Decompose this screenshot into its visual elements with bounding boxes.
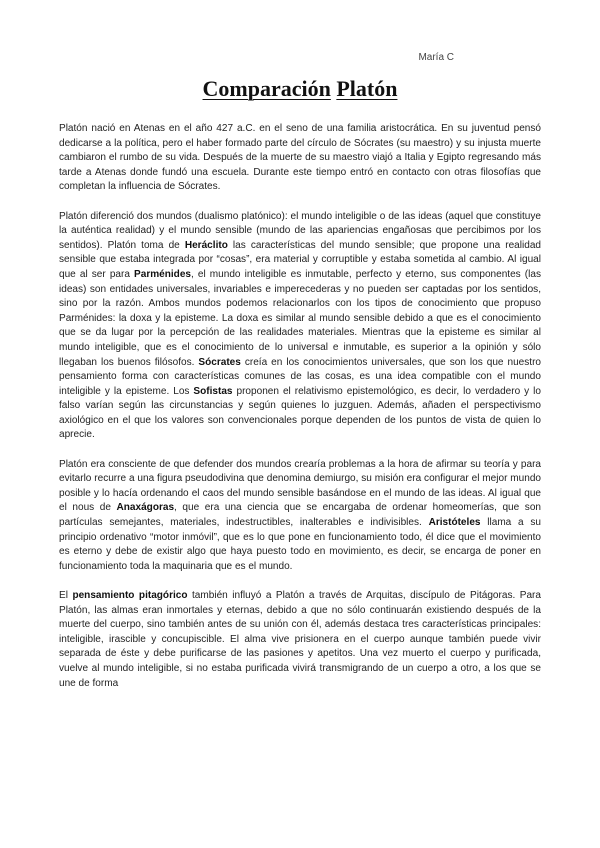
text-run: creía en los conocimientos universales, que son los que nuestro pensamiento forma con características comunes de las cosas, es una idea compatible con el mundo inteligible y la episteme. Los — [59, 356, 541, 397]
text-run: Platón diferenció dos mundos (dualismo platónico): el mundo inteligible o de las ideas (aquel que constituye la auténtica realidad) y el mundo sensible (mundo de las apariencias engañosas que percibimos por los sentidos). Platón toma de — [59, 210, 541, 251]
text-run: proponen el relativismo epistemológico, es decir, lo verdadero y lo falso varían según las circunstancias y según quienes lo juzguen. Además, añaden el perspectivismo axiológico en el que los valores son convencionales porque dependen de los puntos de vista de quien lo aprecie. — [59, 385, 541, 441]
author-name: María C — [418, 52, 454, 63]
highlight-parmenides: Parménides — [134, 268, 191, 280]
text-run: , el mundo inteligible es inmutable, perfecto y eterno, sus componentes (las ideas) son entidades universales, invariables e imperecederas y no pueden ser captadas por los sentidos, sino por la razón. Ambos mundos podemos relacionarlos con los tipos de conocimiento que propuso Parménides: la doxa y la episteme. La doxa es similar al mundo sensible debido a que es el conocimiento que se da lugar por la percepción de las realidades materiales. Mientras que la episteme es similar al mundo inteligible, que es el conocimiento de lo universal e inmutable, es superior a la opinión y sólo llegaban los buenos filósofos. — [59, 268, 541, 368]
paragraph-two-worlds — [59, 210, 541, 444]
text-run: llama a su principio ordenativo “motor inmóvil”, que es lo que pone en funcionamiento todo, él dice que el movimiento es eterno y debe de existir algo que haya puesto todo en movimiento, es decir, se encarga de poner en funcionamiento toda la maquinaria que es el mundo. — [59, 517, 541, 572]
text-run: Platón era consciente de que defender dos mundos crearía problemas a la hora de afirmar su teoría y para evitarlo recurre a una figura pseudodivina que denomina demiurgo, su misión era configurar el mejor mundo posible y lo hacía ordenando el caos del mundo sensible basándose en el mundo de las ideas. Al igual que el nous de — [59, 458, 541, 514]
highlight-anaxagoras: Anaxágoras — [116, 502, 175, 514]
text-run: El — [59, 590, 73, 601]
document-body — [59, 122, 541, 706]
highlight-pensamiento-pitagorico: pensamiento pitagórico — [72, 590, 188, 601]
text-run: , que era una ciencia que se encargaba de ordenar homeomerías, que son partículas semejantes, materiales, indestructibles, inalterables e indivisibles. — [59, 502, 541, 529]
paragraph-pitagorico — [59, 589, 541, 691]
highlight-sofistas: Sofistas — [193, 385, 233, 397]
text-run: las características del mundo sensible; que propone una realidad sensible que estaba integrada por “cosas”, era material y corruptible y estaba sometida al cambio. Al igual que al ser para — [59, 239, 541, 280]
page-title — [0, 76, 600, 102]
title-word-comparacion: Comparación — [202, 76, 331, 101]
paragraph-biography: Platón nació en Atenas en el año 427 a.C. en el seno de una familia aristocrática. En su juventud pensó dedicarse a la política, pero el haber formado parte del círculo de Sócrates (su maestro) y su injusta muerte cambiaron el rumbo de su vida. Después de la muerte de su maestro viajó a Italia y Egipto regresando más tarde a Atenas donde fundó una escuela. Durante este tiempo entró en contacto con otras filosofías que completan la influencia de Sócrates. — [59, 123, 541, 193]
paragraph-demiurgo — [59, 458, 541, 575]
highlight-aristoteles: Aristóteles — [428, 517, 481, 529]
highlight-socrates: Sócrates — [198, 356, 241, 368]
text-run: también influyó a Platón a través de Arquitas, discípulo de Pitágoras. Para Platón, las almas eran inmortales y eternas, debido a que no sólo continuarán existiendo después de la muerte del cuerpo, sino también antes de su unión con él, además destaca tres características principales: inteligible, irascible y concupiscible. El alma vive prisionera en el cuerpo aunque también puede vivir separada de éste y debe purificarse de las pasiones y apetitos. Una vez muerto el cuerpo y purificada, vuelve al mundo inteligible, si no estaba purificada vivirá transmigrando de un cuerpo a otro, a los que se une de forma — [59, 590, 541, 689]
highlight-heraclito: Heráclito — [184, 239, 228, 251]
title-word-platon: Platón — [336, 76, 398, 101]
